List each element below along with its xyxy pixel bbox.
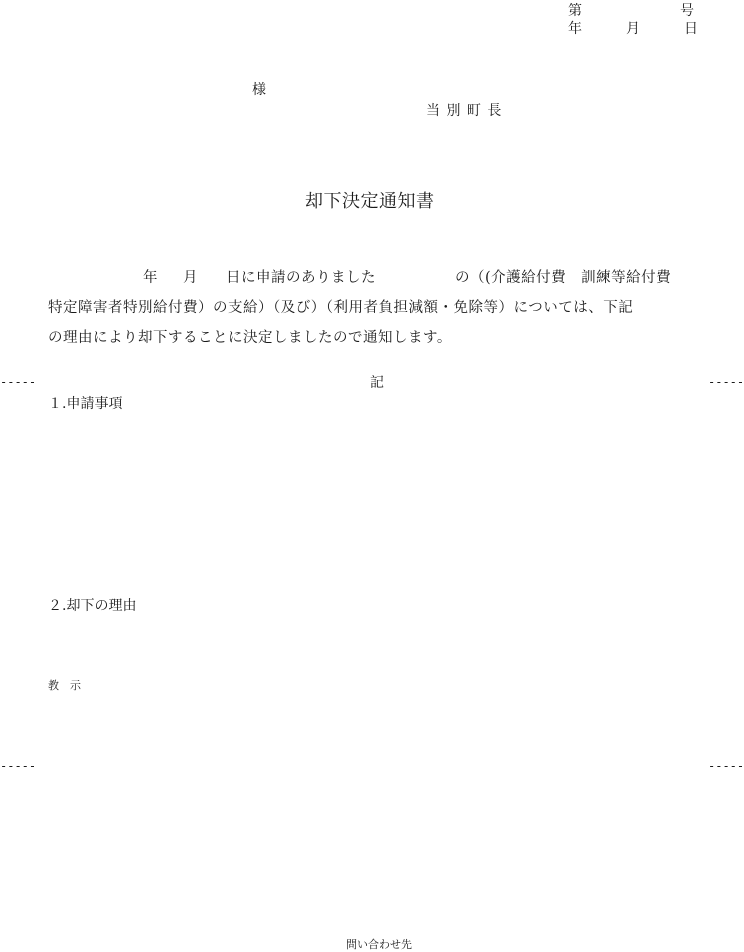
fold-mark-bottom-right: ----- [708, 759, 744, 773]
contact-label: 問い合わせ先 [346, 938, 412, 951]
fold-mark-top-right: ----- [708, 375, 744, 389]
section-rejection-reason: ２.却下の理由 [48, 598, 137, 614]
body-line1-year: 年 [143, 270, 158, 286]
body-line1-tail: の（(介護給付費 訓練等給付費 [455, 270, 672, 286]
section-application-items: １.申請事項 [48, 396, 123, 412]
date-year: 年 [568, 21, 582, 37]
sender-name: 当 別 町 長 [426, 103, 503, 119]
body-line2: 特定障害者特別給付費）の支給）（及び）（利用者負担減額・免除等）については、下記 [48, 300, 634, 316]
date-month: 月 [626, 21, 640, 37]
body-line1-month: 月 [183, 270, 198, 286]
body-line1-rest: 日に申請のありました [226, 270, 376, 286]
number-prefix: 第 [568, 3, 582, 19]
addressee-honorific: 様 [252, 82, 266, 98]
fold-mark-top-left: ----- [0, 375, 37, 389]
document-title: 却下決定通知書 [305, 191, 435, 212]
date-day: 日 [684, 21, 698, 37]
instruction-label: 教 示 [48, 679, 81, 692]
fold-mark-bottom-left: ----- [0, 759, 37, 773]
number-suffix: 号 [680, 3, 694, 19]
record-label: 記 [370, 375, 384, 391]
body-line3: の理由により却下することに決定しましたので通知します。 [48, 330, 452, 346]
